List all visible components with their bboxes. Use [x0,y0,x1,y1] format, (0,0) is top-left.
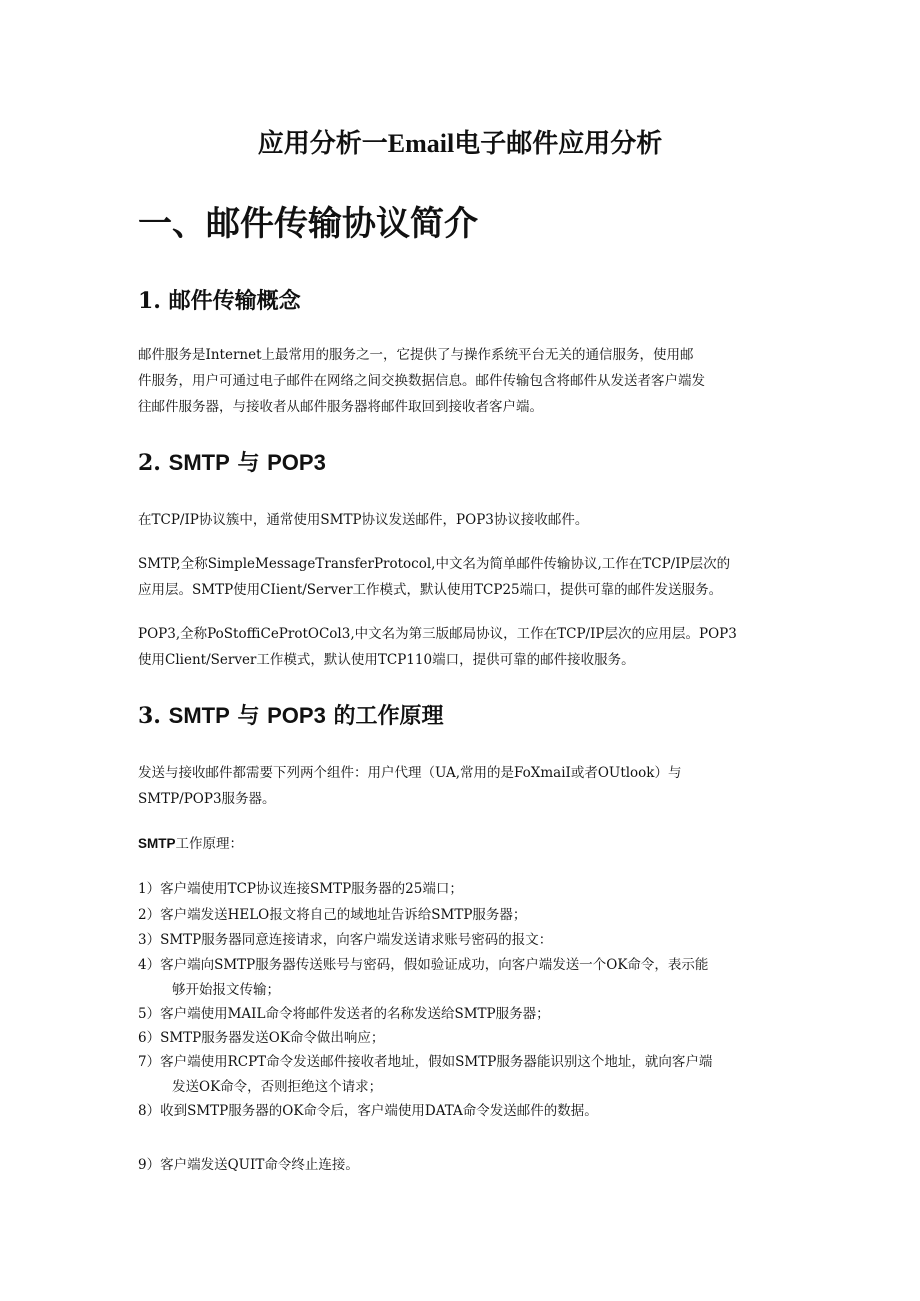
heading-3-pop3: POP3 [267,703,326,728]
list-item: 1）客户端使用TCP协议连接SMTP服务器的25端口； [138,881,463,897]
paragraph-pop3-line-1: POP3,全称PoStoffiCeProtOCol3,中文名为第三版邮局协议，工作在TCP/IP层次的应用层。POP3 [138,626,737,642]
paragraph-components-line-1: 发送与接收邮件都需要下列两个组件：用户代理（UA,常用的是FoXmaiI或者OUtlook）与 [138,765,682,781]
heading-3-suffix: 的工作原理 [333,703,444,729]
paragraph-tcpip: 在TCP/IP协议簇中，通常使用SMTP协议发送邮件，POP3协议接收邮件。 [138,512,589,528]
subsection-heading-3 [138,699,444,733]
section-heading-1: 一、邮件传输协议简介 [138,204,478,244]
subsection-heading-1: 1. 邮件传输概念 [138,288,301,314]
paragraph-concept-line-2: 件服务，用户可通过电子邮件在网络之间交换数据信息。邮件传输包含将邮件从发送者客户端发 [138,373,705,389]
list-item: 6）SMTP服务器发送OK命令做出响应； [138,1030,385,1046]
smtp-principle-label [138,831,243,857]
paragraph-concept-line-3: 往邮件服务器，与接收者从邮件服务器将邮件取回到接收者客户端。 [138,399,543,415]
list-item-continuation: 发送OK命令，否则拒绝这个请求； [172,1079,383,1095]
document-title [0,124,920,164]
list-item: 4）客户端向SMTP服务器传送账号与密码，假如验证成功，向客户端发送一个OK命令，表示能 [138,957,709,973]
heading-2-num: 2. [138,450,169,476]
list-item: 8）收到SMTP服务器的OK命令后，客户端使用DATA命令发送邮件的数据。 [138,1103,598,1119]
smtp-label-bold: SMTP [138,836,176,851]
heading-3-smtp: SMTP [168,703,230,728]
list-item: 2）客户端发送HELO报文将自己的域地址告诉给SMTP服务器； [138,907,527,923]
title-bold: Email [387,129,455,158]
title-suffix: 电子邮件应用分析 [454,129,663,159]
list-item: 3）SMTP服务器同意连接请求，向客户端发送请求账号密码的报文： [138,932,553,948]
paragraph-pop3-line-2: 使用Client/Server工作模式，默认使用TCP110端口，提供可靠的邮件接收服务。 [138,652,635,668]
list-item: 7）客户端使用RCPT命令发送邮件接收者地址，假如SMTP服务器能识别这个地址，就向客户端 [138,1054,713,1070]
list-item-continuation: 够开始报文传输； [172,982,280,998]
smtp-label-rest: 工作原理： [175,836,244,852]
title-prefix: 应用分析一 [257,129,388,159]
subsection-heading-2 [138,446,326,480]
heading-2-pop3: POP3 [267,450,326,475]
paragraph-components-line-2: SMTP/POP3服务器。 [138,791,276,807]
list-item: 9）客户端发送QUIT命令终止连接。 [138,1157,359,1173]
paragraph-concept-line-1: 邮件服务是Internet上最常用的服务之一，它提供了与操作系统平台无关的通信服务，使用邮 [138,347,694,363]
heading-3-num: 3. [138,703,169,729]
paragraph-smtp-line-2: 应用层。SMTP使用CIient/Server工作模式，默认使用TCP25端口，提供可靠的邮件发送服务。 [138,582,723,598]
heading-2-mid: 与 [237,450,260,476]
list-item: 5）客户端使用MAIL命令将邮件发送者的名称发送给SMTP服务器； [138,1006,550,1022]
paragraph-smtp-line-1: SMTP,全称SimpleMessageTransferProtocol,中文名为简单邮件传输协议,工作在TCP/IP层次的 [138,556,731,572]
heading-2-smtp: SMTP [168,450,230,475]
heading-3-mid: 与 [237,703,260,729]
